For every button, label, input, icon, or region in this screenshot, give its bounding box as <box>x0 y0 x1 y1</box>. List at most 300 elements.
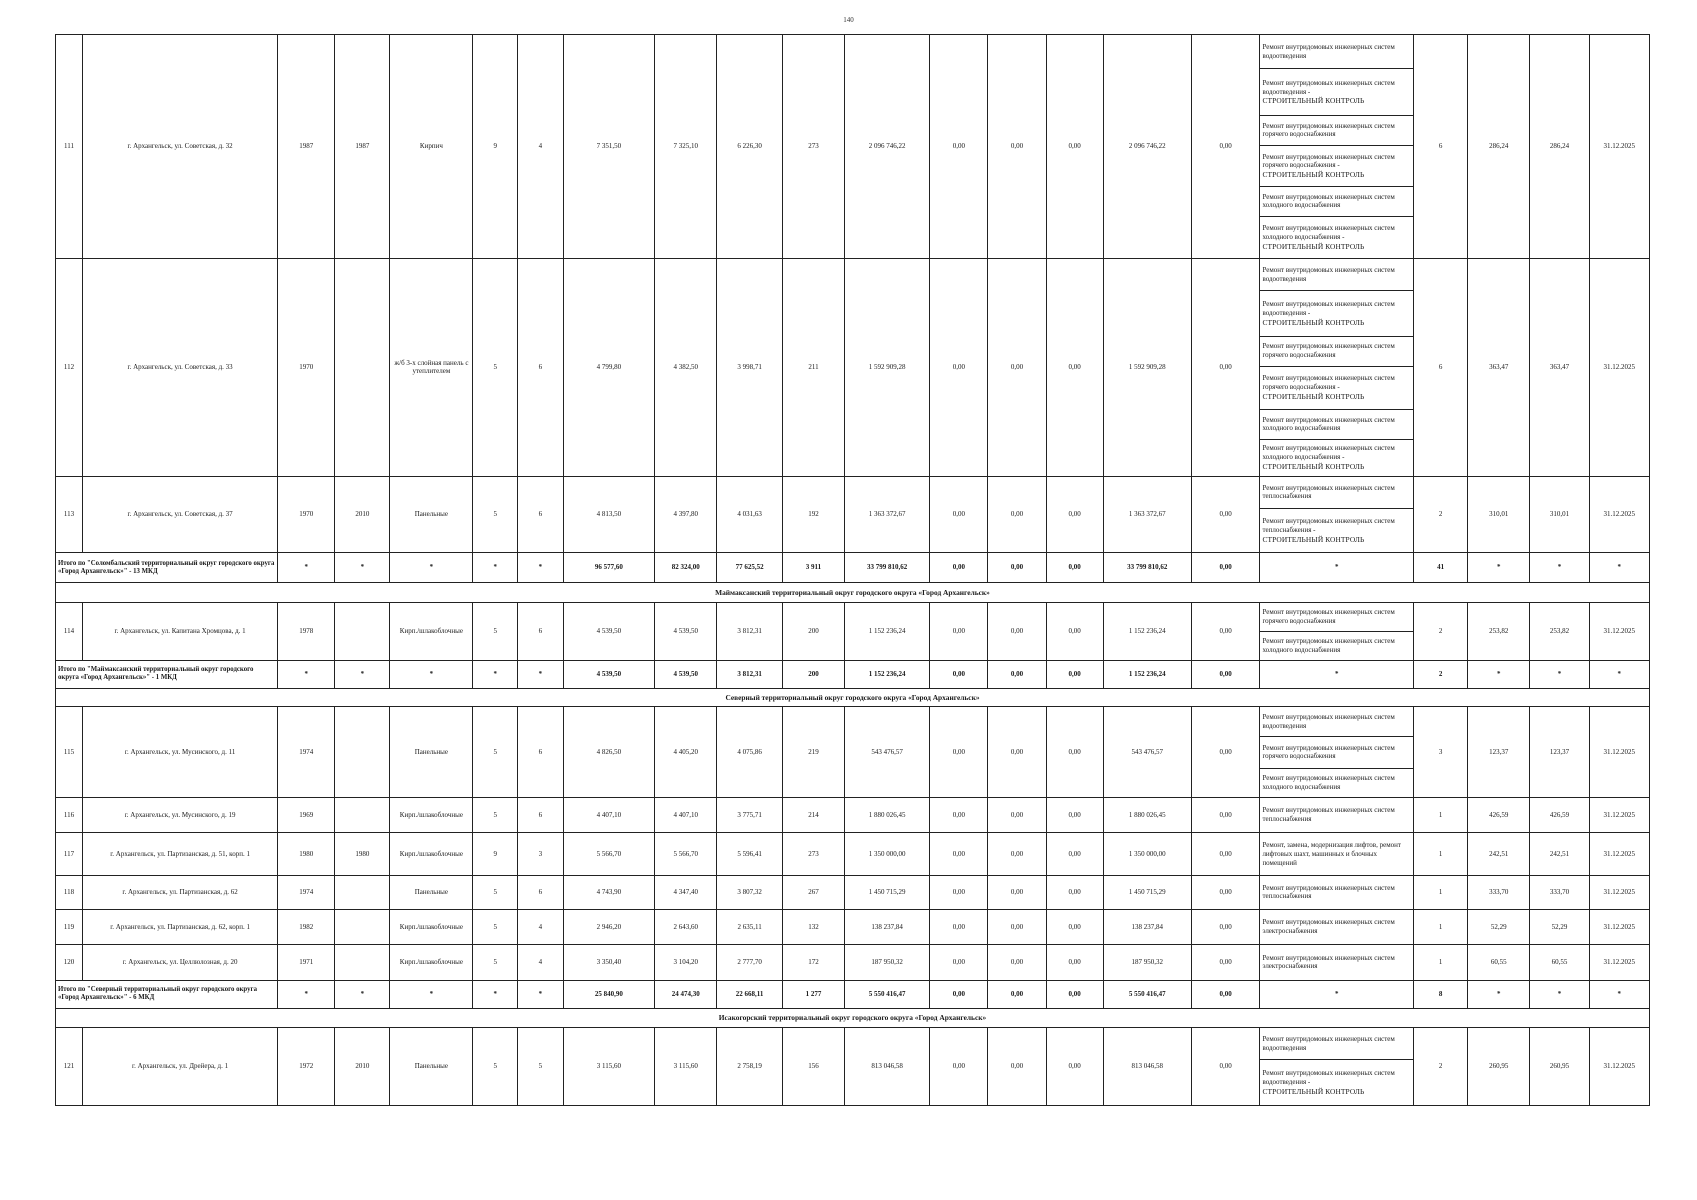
total-fund-federal: 0,00 <box>930 553 988 583</box>
fund-regional: 0,00 <box>988 602 1046 660</box>
floors: 5 <box>473 909 518 945</box>
area-premises: 4 397,80 <box>655 476 717 552</box>
total-star: * <box>390 660 473 688</box>
fund-federal: 0,00 <box>930 833 988 876</box>
unit-cost-max: 242,51 <box>1530 833 1589 876</box>
row-number: 112 <box>56 259 83 477</box>
deadline: 31.12.2025 <box>1589 602 1649 660</box>
address: г. Архангельск, ул. Целлюлозная, д. 20 <box>82 945 277 981</box>
total-star: * <box>473 980 518 1008</box>
work-type: Ремонт внутридомовых инженерных систем горячего водоснабжения <box>1260 737 1414 768</box>
floors: 5 <box>473 876 518 909</box>
fund-local: 0,00 <box>1046 909 1103 945</box>
area-premises: 4 347,40 <box>655 876 717 909</box>
section-heading: Исакогорский территориальный округ городского округа «Город Архангельск» <box>56 1008 1650 1027</box>
fund-other: 0,00 <box>1191 602 1260 660</box>
area-total: 4 743,90 <box>563 876 654 909</box>
floors: 5 <box>473 476 518 552</box>
wall-material: Кирп./шлакоблочные <box>390 945 473 981</box>
total-area: 96 577,60 <box>563 553 654 583</box>
total-fund-regional: 0,00 <box>988 660 1046 688</box>
work-type: Ремонт внутридомовых инженерных систем водоотведения - СТРОИТЕЛЬНЫЙ КОНТРОЛЬ <box>1260 1060 1414 1106</box>
work-type: Ремонт внутридомовых инженерных систем водоотведения - СТРОИТЕЛЬНЫЙ КОНТРОЛЬ <box>1260 291 1414 336</box>
wall-material: Кирп./шлакоблочные <box>390 797 473 833</box>
residents: 172 <box>782 945 844 981</box>
fund-federal: 0,00 <box>930 707 988 797</box>
year-built: 1974 <box>278 876 335 909</box>
unit-cost-max: 253,82 <box>1530 602 1589 660</box>
address: г. Архангельск, ул. Капитана Хромцова, д. 1 <box>82 602 277 660</box>
floors: 5 <box>473 797 518 833</box>
unit-cost-max: 363,47 <box>1530 259 1589 477</box>
residents: 200 <box>782 602 844 660</box>
total-star: * <box>1530 660 1589 688</box>
work-type: Ремонт внутридомовых инженерных систем электроснабжения <box>1260 945 1414 981</box>
fund-regional: 0,00 <box>988 833 1046 876</box>
total-area: 4 539,50 <box>563 660 654 688</box>
fund-other: 0,00 <box>1191 35 1260 259</box>
fund-regional: 0,00 <box>988 35 1046 259</box>
floors: 9 <box>473 35 518 259</box>
fund-local: 0,00 <box>1046 876 1103 909</box>
residents: 214 <box>782 797 844 833</box>
area-premises: 5 566,70 <box>655 833 717 876</box>
address: г. Архангельск, ул. Советская, д. 37 <box>82 476 277 552</box>
total-fund-owners: 1 152 236,24 <box>1103 660 1191 688</box>
fund-owners: 543 476,57 <box>1103 707 1191 797</box>
residents: 273 <box>782 833 844 876</box>
fund-other: 0,00 <box>1191 833 1260 876</box>
section-heading: Северный территориальный округ городского округа «Город Архангельск» <box>56 688 1650 706</box>
unit-cost-max: 310,01 <box>1530 476 1589 552</box>
cost-total: 1 350 000,00 <box>845 833 930 876</box>
area-premises: 4 407,10 <box>655 797 717 833</box>
area-total: 4 799,80 <box>563 259 654 477</box>
work-type: Ремонт внутридомовых инженерных систем холодного водоснабжения <box>1260 186 1414 216</box>
total-area-premises: 4 539,50 <box>655 660 717 688</box>
residents: 156 <box>782 1028 844 1106</box>
entrances: 4 <box>518 35 564 259</box>
unit-cost: 253,82 <box>1468 602 1530 660</box>
area-premises: 4 382,50 <box>655 259 717 477</box>
total-label: Итого по "Соломбальский территориальный округ городского округа «Город Архангельск»" - 13 МКД <box>56 553 278 583</box>
total-works-count: 2 <box>1414 660 1468 688</box>
year-built: 1980 <box>278 833 335 876</box>
unit-cost: 242,51 <box>1468 833 1530 876</box>
total-label: Итого по "Северный территориальный округ городского округа «Город Архангельск»" - 6 МКД <box>56 980 278 1008</box>
fund-federal: 0,00 <box>930 909 988 945</box>
work-type: Ремонт, замена, модернизация лифтов, ремонт лифтовых шахт, машинных и блочных помещений <box>1260 833 1414 876</box>
floors: 5 <box>473 945 518 981</box>
entrances: 5 <box>518 1028 564 1106</box>
total-star: * <box>1468 553 1530 583</box>
fund-regional: 0,00 <box>988 259 1046 477</box>
area-total: 4 813,50 <box>563 476 654 552</box>
deadline: 31.12.2025 <box>1589 909 1649 945</box>
year-reconstructed: 2010 <box>335 476 390 552</box>
wall-material: Панельные <box>390 876 473 909</box>
area-total: 2 946,20 <box>563 909 654 945</box>
total-fund-local: 0,00 <box>1046 553 1103 583</box>
area-residential: 5 596,41 <box>717 833 782 876</box>
table-row <box>56 602 1650 631</box>
total-star: * <box>1589 553 1649 583</box>
works-count: 1 <box>1414 833 1468 876</box>
area-total: 4 826,50 <box>563 707 654 797</box>
residents: 132 <box>782 909 844 945</box>
area-total: 7 351,50 <box>563 35 654 259</box>
total-star: * <box>278 980 335 1008</box>
area-residential: 3 807,32 <box>717 876 782 909</box>
year-reconstructed <box>335 707 390 797</box>
year-built: 1970 <box>278 476 335 552</box>
address: г. Архангельск, ул. Партизанская, д. 51, корп. 1 <box>82 833 277 876</box>
fund-other: 0,00 <box>1191 797 1260 833</box>
cost-total: 2 096 746,22 <box>845 35 930 259</box>
row-number: 114 <box>56 602 83 660</box>
wall-material: Кирпич <box>390 35 473 259</box>
unit-cost: 310,01 <box>1468 476 1530 552</box>
floors: 5 <box>473 707 518 797</box>
unit-cost: 286,24 <box>1468 35 1530 259</box>
fund-regional: 0,00 <box>988 707 1046 797</box>
floors: 5 <box>473 1028 518 1106</box>
deadline: 31.12.2025 <box>1589 476 1649 552</box>
fund-local: 0,00 <box>1046 259 1103 477</box>
fund-local: 0,00 <box>1046 602 1103 660</box>
total-area-premises: 82 324,00 <box>655 553 717 583</box>
fund-local: 0,00 <box>1046 1028 1103 1106</box>
work-type: Ремонт внутридомовых инженерных систем водоотведения <box>1260 35 1414 69</box>
total-fund-regional: 0,00 <box>988 980 1046 1008</box>
fund-federal: 0,00 <box>930 476 988 552</box>
table-row <box>56 833 1650 876</box>
cost-total: 1 152 236,24 <box>845 602 930 660</box>
deadline: 31.12.2025 <box>1589 1028 1649 1106</box>
total-area: 25 840,90 <box>563 980 654 1008</box>
unit-cost: 52,29 <box>1468 909 1530 945</box>
total-star: * <box>335 553 390 583</box>
year-reconstructed <box>335 945 390 981</box>
total-star: * <box>473 553 518 583</box>
wall-material: Панельные <box>390 476 473 552</box>
total-star: * <box>1260 660 1414 688</box>
total-star: * <box>335 660 390 688</box>
work-type: Ремонт внутридомовых инженерных систем водоотведения <box>1260 259 1414 291</box>
entrances: 6 <box>518 797 564 833</box>
area-residential: 2 777,70 <box>717 945 782 981</box>
total-label: Итого по "Маймаксанский территориальный округ городского округа «Город Архангельск»" - 1 МКД <box>56 660 278 688</box>
work-type: Ремонт внутридомовых инженерных систем электроснабжения <box>1260 909 1414 945</box>
wall-material: Кирп./шлакоблочные <box>390 909 473 945</box>
table-row <box>56 476 1650 508</box>
deadline: 31.12.2025 <box>1589 876 1649 909</box>
unit-cost-max: 60,55 <box>1530 945 1589 981</box>
row-number: 118 <box>56 876 83 909</box>
fund-local: 0,00 <box>1046 797 1103 833</box>
table-row <box>56 945 1650 981</box>
total-fund-federal: 0,00 <box>930 660 988 688</box>
fund-owners: 1 152 236,24 <box>1103 602 1191 660</box>
work-type: Ремонт внутридомовых инженерных систем водоотведения <box>1260 707 1414 737</box>
unit-cost: 426,59 <box>1468 797 1530 833</box>
unit-cost-max: 52,29 <box>1530 909 1589 945</box>
table-row <box>56 35 1650 69</box>
fund-owners: 1 880 026,45 <box>1103 797 1191 833</box>
entrances: 6 <box>518 476 564 552</box>
total-cost: 5 550 416,47 <box>845 980 930 1008</box>
year-reconstructed <box>335 797 390 833</box>
fund-local: 0,00 <box>1046 35 1103 259</box>
row-number: 116 <box>56 797 83 833</box>
fund-local: 0,00 <box>1046 945 1103 981</box>
row-number: 111 <box>56 35 83 259</box>
fund-federal: 0,00 <box>930 945 988 981</box>
total-row <box>56 553 1650 583</box>
row-number: 115 <box>56 707 83 797</box>
fund-owners: 813 046,58 <box>1103 1028 1191 1106</box>
entrances: 6 <box>518 602 564 660</box>
residents: 211 <box>782 259 844 477</box>
residents: 273 <box>782 35 844 259</box>
total-fund-other: 0,00 <box>1191 660 1260 688</box>
fund-owners: 1 350 000,00 <box>1103 833 1191 876</box>
area-premises: 2 643,60 <box>655 909 717 945</box>
total-star: * <box>335 980 390 1008</box>
table-row <box>56 259 1650 291</box>
deadline: 31.12.2025 <box>1589 945 1649 981</box>
works-count: 6 <box>1414 35 1468 259</box>
fund-owners: 187 950,32 <box>1103 945 1191 981</box>
address: г. Архангельск, ул. Дрейера, д. 1 <box>82 1028 277 1106</box>
table-row <box>56 1028 1650 1060</box>
total-star: * <box>278 553 335 583</box>
row-number: 117 <box>56 833 83 876</box>
entrances: 6 <box>518 707 564 797</box>
area-residential: 3 812,31 <box>717 602 782 660</box>
year-reconstructed <box>335 876 390 909</box>
total-works-count: 41 <box>1414 553 1468 583</box>
total-cost: 1 152 236,24 <box>845 660 930 688</box>
fund-local: 0,00 <box>1046 476 1103 552</box>
entrances: 4 <box>518 945 564 981</box>
total-fund-other: 0,00 <box>1191 980 1260 1008</box>
cost-total: 1 592 909,28 <box>845 259 930 477</box>
year-built: 1969 <box>278 797 335 833</box>
work-type: Ремонт внутридомовых инженерных систем горячего водоснабжения - СТРОИТЕЛЬНЫЙ КОНТРОЛЬ <box>1260 366 1414 409</box>
fund-local: 0,00 <box>1046 833 1103 876</box>
cost-total: 1 450 715,29 <box>845 876 930 909</box>
total-star: * <box>518 553 564 583</box>
total-star: * <box>518 660 564 688</box>
unit-cost-max: 333,70 <box>1530 876 1589 909</box>
unit-cost-max: 123,37 <box>1530 707 1589 797</box>
area-premises: 3 115,60 <box>655 1028 717 1106</box>
works-count: 6 <box>1414 259 1468 477</box>
unit-cost: 123,37 <box>1468 707 1530 797</box>
total-star: * <box>518 980 564 1008</box>
area-premises: 7 325,10 <box>655 35 717 259</box>
area-residential: 6 226,30 <box>717 35 782 259</box>
table-row <box>56 707 1650 737</box>
deadline: 31.12.2025 <box>1589 35 1649 259</box>
total-row <box>56 980 1650 1008</box>
works-count: 2 <box>1414 476 1468 552</box>
fund-other: 0,00 <box>1191 259 1260 477</box>
total-star: * <box>278 660 335 688</box>
wall-material: Кирп./шлакоблочные <box>390 602 473 660</box>
fund-regional: 0,00 <box>988 476 1046 552</box>
area-total: 3 350,40 <box>563 945 654 981</box>
unit-cost: 363,47 <box>1468 259 1530 477</box>
year-reconstructed: 1980 <box>335 833 390 876</box>
year-reconstructed: 2010 <box>335 1028 390 1106</box>
total-star: * <box>1589 660 1649 688</box>
total-row <box>56 660 1650 688</box>
area-residential: 2 635,11 <box>717 909 782 945</box>
work-type: Ремонт внутридомовых инженерных систем холодного водоснабжения <box>1260 631 1414 660</box>
address: г. Архангельск, ул. Советская, д. 33 <box>82 259 277 477</box>
year-built: 1970 <box>278 259 335 477</box>
fund-regional: 0,00 <box>988 909 1046 945</box>
residents: 267 <box>782 876 844 909</box>
works-count: 1 <box>1414 945 1468 981</box>
area-residential: 4 075,86 <box>717 707 782 797</box>
total-star: * <box>1530 553 1589 583</box>
fund-federal: 0,00 <box>930 876 988 909</box>
total-fund-other: 0,00 <box>1191 553 1260 583</box>
wall-material: ж/б 3-х слойная панель с утеплителем <box>390 259 473 477</box>
deadline: 31.12.2025 <box>1589 259 1649 477</box>
fund-owners: 2 096 746,22 <box>1103 35 1191 259</box>
area-residential: 3 998,71 <box>717 259 782 477</box>
work-type: Ремонт внутридомовых инженерных систем теплоснабжения <box>1260 876 1414 909</box>
total-area-residential: 22 668,11 <box>717 980 782 1008</box>
works-count: 1 <box>1414 876 1468 909</box>
total-fund-owners: 5 550 416,47 <box>1103 980 1191 1008</box>
work-type: Ремонт внутридомовых инженерных систем теплоснабжения - СТРОИТЕЛЬНЫЙ КОНТРОЛЬ <box>1260 508 1414 552</box>
wall-material: Панельные <box>390 1028 473 1106</box>
total-star: * <box>1589 980 1649 1008</box>
year-built: 1982 <box>278 909 335 945</box>
floors: 9 <box>473 833 518 876</box>
work-type: Ремонт внутридомовых инженерных систем горячего водоснабжения <box>1260 602 1414 631</box>
total-fund-federal: 0,00 <box>930 980 988 1008</box>
cost-total: 138 237,84 <box>845 909 930 945</box>
year-built: 1974 <box>278 707 335 797</box>
year-reconstructed: 1987 <box>335 35 390 259</box>
fund-federal: 0,00 <box>930 797 988 833</box>
area-premises: 3 104,20 <box>655 945 717 981</box>
fund-regional: 0,00 <box>988 1028 1046 1106</box>
fund-other: 0,00 <box>1191 476 1260 552</box>
area-total: 4 539,50 <box>563 602 654 660</box>
work-type: Ремонт внутридомовых инженерных систем холодного водоснабжения <box>1260 768 1414 797</box>
total-area-residential: 77 625,52 <box>717 553 782 583</box>
year-reconstructed <box>335 602 390 660</box>
area-residential: 2 758,19 <box>717 1028 782 1106</box>
wall-material: Кирп./шлакоблочные <box>390 833 473 876</box>
total-area-premises: 24 474,30 <box>655 980 717 1008</box>
unit-cost: 60,55 <box>1468 945 1530 981</box>
fund-owners: 1 363 372,67 <box>1103 476 1191 552</box>
address: г. Архангельск, ул. Советская, д. 32 <box>82 35 277 259</box>
work-type: Ремонт внутридомовых инженерных систем водоотведения <box>1260 1028 1414 1060</box>
fund-federal: 0,00 <box>930 259 988 477</box>
fund-owners: 1 450 715,29 <box>1103 876 1191 909</box>
total-works-count: 8 <box>1414 980 1468 1008</box>
total-residents: 200 <box>782 660 844 688</box>
work-type: Ремонт внутридомовых инженерных систем горячего водоснабжения - СТРОИТЕЛЬНЫЙ КОНТРОЛЬ <box>1260 145 1414 186</box>
total-fund-regional: 0,00 <box>988 553 1046 583</box>
total-residents: 3 911 <box>782 553 844 583</box>
area-total: 3 115,60 <box>563 1028 654 1106</box>
fund-other: 0,00 <box>1191 876 1260 909</box>
unit-cost-max: 426,59 <box>1530 797 1589 833</box>
deadline: 31.12.2025 <box>1589 833 1649 876</box>
work-type: Ремонт внутридомовых инженерных систем теплоснабжения <box>1260 797 1414 833</box>
floors: 5 <box>473 259 518 477</box>
total-star: * <box>390 553 473 583</box>
year-reconstructed <box>335 259 390 477</box>
works-count: 3 <box>1414 707 1468 797</box>
entrances: 6 <box>518 876 564 909</box>
cost-total: 813 046,58 <box>845 1028 930 1106</box>
unit-cost-max: 260,95 <box>1530 1028 1589 1106</box>
capital-repair-register-table <box>55 34 1650 1106</box>
work-type: Ремонт внутридомовых инженерных систем горячего водоснабжения <box>1260 115 1414 145</box>
total-star: * <box>473 660 518 688</box>
fund-other: 0,00 <box>1191 909 1260 945</box>
work-type: Ремонт внутридомовых инженерных систем теплоснабжения <box>1260 476 1414 508</box>
work-type: Ремонт внутридомовых инженерных систем горячего водоснабжения <box>1260 336 1414 366</box>
deadline: 31.12.2025 <box>1589 797 1649 833</box>
year-built: 1978 <box>278 602 335 660</box>
total-fund-owners: 33 799 810,62 <box>1103 553 1191 583</box>
address: г. Архангельск, ул. Мусинского, д. 11 <box>82 707 277 797</box>
deadline: 31.12.2025 <box>1589 707 1649 797</box>
section-heading: Маймаксанский территориальный округ городского округа «Город Архангельск» <box>56 583 1650 602</box>
total-star: * <box>1260 980 1414 1008</box>
table-row <box>56 909 1650 945</box>
total-star: * <box>1468 980 1530 1008</box>
entrances: 4 <box>518 909 564 945</box>
cost-total: 1 363 372,67 <box>845 476 930 552</box>
fund-regional: 0,00 <box>988 945 1046 981</box>
table-row <box>56 876 1650 909</box>
total-area-residential: 3 812,31 <box>717 660 782 688</box>
fund-federal: 0,00 <box>930 1028 988 1106</box>
fund-local: 0,00 <box>1046 707 1103 797</box>
cost-total: 543 476,57 <box>845 707 930 797</box>
fund-owners: 1 592 909,28 <box>1103 259 1191 477</box>
unit-cost: 333,70 <box>1468 876 1530 909</box>
year-built: 1972 <box>278 1028 335 1106</box>
unit-cost: 260,95 <box>1468 1028 1530 1106</box>
entrances: 3 <box>518 833 564 876</box>
row-number: 113 <box>56 476 83 552</box>
works-count: 2 <box>1414 602 1468 660</box>
table-row <box>56 797 1650 833</box>
work-type: Ремонт внутридомовых инженерных систем холодного водоснабжения - СТРОИТЕЛЬНЫЙ КОНТРОЛЬ <box>1260 440 1414 477</box>
total-star: * <box>1260 553 1414 583</box>
fund-regional: 0,00 <box>988 797 1046 833</box>
fund-regional: 0,00 <box>988 876 1046 909</box>
fund-federal: 0,00 <box>930 35 988 259</box>
residents: 219 <box>782 707 844 797</box>
row-number: 121 <box>56 1028 83 1106</box>
total-star: * <box>390 980 473 1008</box>
